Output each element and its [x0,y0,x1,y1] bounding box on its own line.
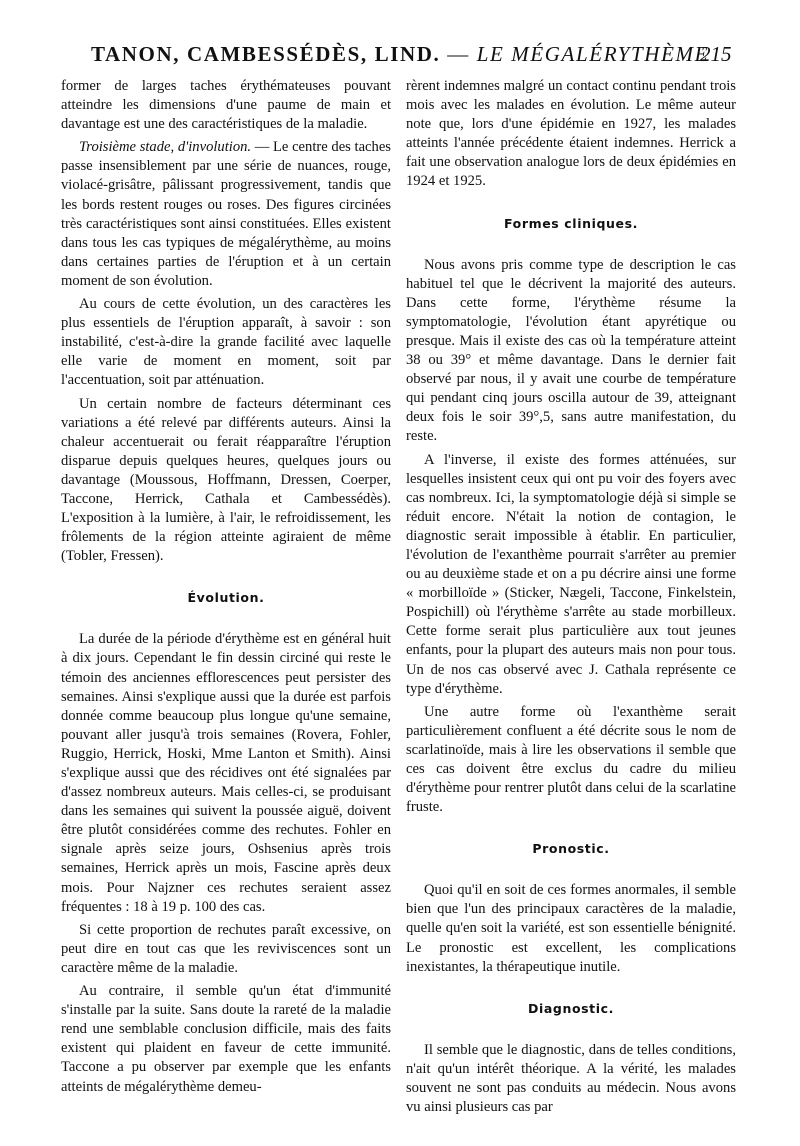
paragraph: La durée de la période d'érythème est en général huit à dix jours. Cependant le fin dessin circiné qui reste le témoin des anciennes efflorescences peut persister des semaines. Ainsi s'explique aussi que la durée est parfois donnée comme beaucoup plus longue qu'une semaine, pouvant aller jusqu'à trois semaines (Rovera, Fohler, Ruggio, Herrick, Hoski, Mme Lanton et Smith). Ainsi s'explique aussi que des récidives ont été signalées par d'assez nombreux auteurs. Mais celles-ci, se produisant dans les semaines qui suivent la poussée aiguë, doivent être plutôt considérées comme des rechutes. Fohler en signale après seize jours, Oshsenius après trois semaines, Herrick après un mois, Fascine après deux mois. Pour Najzner ces rechutes seraient assez fréquentes : 18 à 19 p. 100 des cas. [61,631,391,915]
paragraph: rèrent indemnes malgré un contact continu pendant trois mois avec les malades en évolution. Le même auteur note que, lors d'une épidémie en 1927, les malades atteints l'année précédente étaient indemnes. Herrick a fait une observation analogue lors de deux épidémies en 1924 et 1925. [406,78,736,190]
paragraph: former de larges taches érythémateuses pouvant atteindre les dimensions d'une paume de main et davantage est une des caractéristiques de la maladie. [61,78,391,133]
section-heading-evolution: Évolution. [187,590,265,606]
paragraph: Une autre forme où l'exanthème serait particulièrement confluent a été décrite sous le nom de scarlatinoïde, mais à lire les observations il semble que ces cas doivent être exclus du cadre du milieu d'érythème pour rentrer plutôt dans celui de la scarlatine fruste. [406,703,736,816]
paragraph-third-stage [61,138,391,291]
section-heading-diagnostic: Diagnostic. [528,1000,614,1016]
paragraph: Au cours de cette évolution, un des caractères les plus essentiels de l'éruption apparaît, à savoir : son instabilité, c'est-à-dire la grande facilité avec laquelle elle varie de moment en moment, soit par l'accentuation, soit par atténuation. [61,296,391,389]
page-header [0,42,800,72]
paragraph: Nous avons pris comme type de description le cas habituel tel que le décrivent la majorité des auteurs. Dans cette forme, l'érythème résume la symptomatologie, l'évolution étant apyrétique ou presque. Mais il existe des cas où la température atteint 38 ou 39° et même davantage. Dans le dernier fait observé par nous, il y avait une courbe de température qui pendant cinq jours oscilla autour de 39, atteignant deux fois le soir 39°,5, sans autre manifestation, du reste. [406,256,736,445]
paragraph: Quoi qu'il en soit de ces formes anormales, il semble bien que l'un des principaux caractères de la maladie, quelle qu'en soit la variété, est son essentielle bénignité. Le pronostic est excellent, les complications inexistantes, la thérapeutique inutile. [406,882,736,975]
paragraph: A l'inverse, il existe des formes atténuées, sur lesquelles insistent ceux qui ont pu voir des foyers avec cas nombreux. Ici, la symptomatologie déjà si simple se réduit encore. N'était la notion de contagion, le diagnostic serait impossible à établir. En particulier, l'évolution de l'exanthème pourrait s'arrêter au premier ou au deuxième stade et on a pu décrire ainsi une forme « morbilloïde » (Sticker, Nægeli, Taccone, Finkelstein, Pospichill) où l'érythème s'arrête au stade morbilleux. Cette forme serait plus particulière aux tout jeunes enfants, pour la plupart des auteurs mais non pour tous. Un de nos cas observé avec J. Cathala représente ce type d'érythème. [406,451,736,697]
right-column [406,77,736,1121]
section-heading-pronostic: Pronostic. [532,841,610,857]
paragraph: Il semble que le diagnostic, dans de telles conditions, n'ait qu'un intérêt théorique. A la vérité, les malades souvent ne sont pas conduits au médecin. Nous avons vu ainsi plusieurs cas par [406,1041,736,1116]
running-title-article: LE MÉGALÉRYTHÈME [476,42,710,66]
running-title-authors: TANON, CAMBESSÉDÈS, LIND. [90,42,441,66]
paragraph: Un certain nombre de facteurs déterminant ces variations a été relevé par différents auteurs. Ainsi la chaleur accentuerait ou ferait réapparaître l'éruption disparue depuis quelques heures, quelques jours ou davantage (Moussous, Hoffmann, Dressen, Coerper, Taccone, Herrick, Cathala et Cambessédès). L'exposition à la lumière, à l'air, le refroidissement, les frôlements de la région atteinte agiraient de même (Tobler, Fressen). [61,395,391,565]
paragraph: Si cette proportion de rechutes paraît excessive, on peut dire en tout cas que les reviviscences sont un caractère même de la maladie. [61,921,391,976]
third-stage-text: — Le centre des taches passe insensiblement par une série de nuances, rouge, violacé-grisâtre, pâlissant progressivement, tandis que les bords restent rouges ou roses. Des figures circinées très caractéristiques sont ainsi constituées. Elles existent dans tous les cas typiques de mégalérythème, au moins dans certaines parties de l'éruption et à un certain moment de son évolution. [61,139,391,289]
section-heading-formes-cliniques: Formes cliniques. [504,215,638,231]
page-number: 215 [700,42,732,66]
left-column [61,77,391,1101]
third-stage-lead: Troisième stade, d'involution. [79,139,252,156]
running-title-dash: — [447,42,470,66]
running-title [0,42,800,67]
paragraph: Au contraire, il semble qu'un état d'immunité s'installe par la suite. Sans doute la rareté de la maladie rend une semblable conclusion difficile, mais des faits existent qui plaident en faveur de cette immunité. Taccone a pu observer par exemple que les enfants atteints de mégalérythème demeu- [61,983,391,1095]
